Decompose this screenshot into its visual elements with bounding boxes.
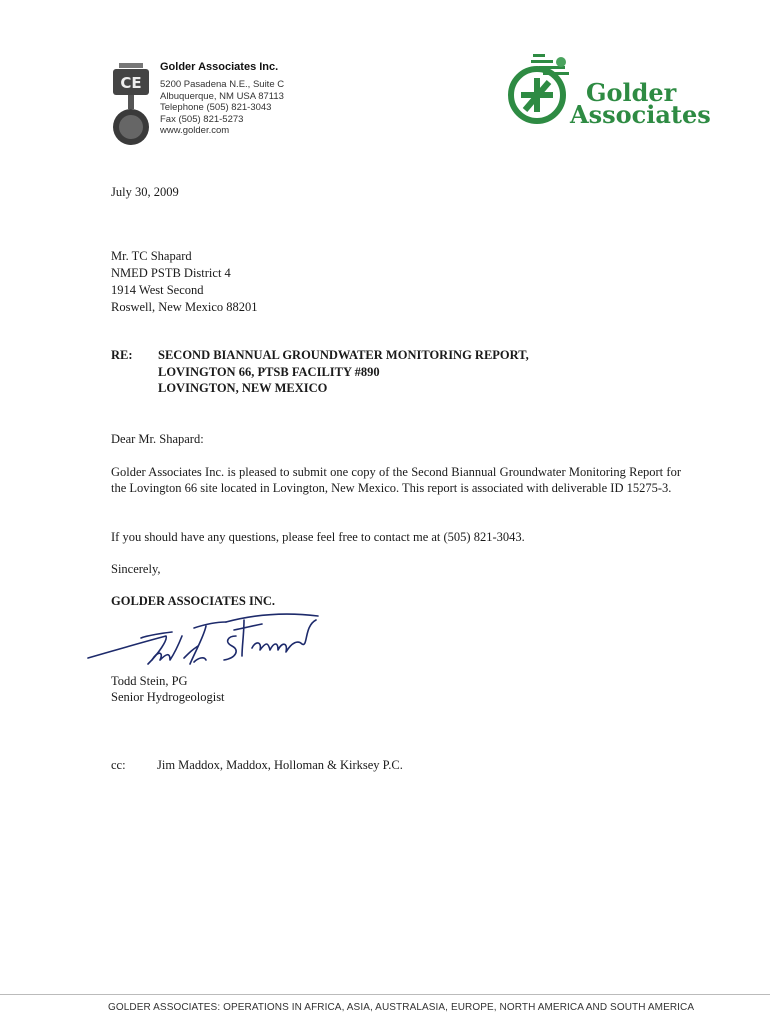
signer-name: Todd Stein, PG	[111, 674, 188, 688]
subject-line: LOVINGTON, NEW MEXICO	[158, 381, 328, 395]
footer-operations-text: GOLDER ASSOCIATES: OPERATIONS IN AFRICA, ASIA, AUSTRALASIA, EUROPE, NORTH AMERICA AND SOUTH AMERICA	[108, 1002, 695, 1013]
subject-line: LOVINGTON 66, PTSB FACILITY #890	[158, 364, 380, 379]
letter-date: July 30, 2009	[111, 185, 179, 199]
letterhead-company-name: Golder Associates Inc.	[160, 61, 279, 73]
addressee-line: Mr. TC Shapard	[111, 249, 192, 263]
website-line: www.golder.com	[160, 125, 230, 137]
fax-line: Fax (505) 821-5273	[160, 113, 244, 125]
cc-label: cc:	[111, 758, 126, 772]
subject-block	[158, 348, 529, 398]
firm-name: GOLDER ASSOCIATES INC.	[111, 594, 276, 608]
body-paragraph: If you should have any questions, please feel free to contact me at (505) 821-3043.	[111, 530, 525, 544]
cc-recipient: Jim Maddox, Maddox, Holloman & Kirksey P.C.	[157, 758, 403, 772]
addressee-line: NMED PSTB District 4	[111, 266, 231, 280]
telephone-line: Telephone (505) 821-3043	[160, 102, 272, 114]
golder-logo-wordmark	[570, 78, 711, 129]
signer-title: Senior Hydrogeologist	[111, 689, 225, 704]
signer-block	[111, 674, 225, 705]
address-line: 5200 Pasadena N.E., Suite C	[160, 79, 285, 90]
addressee-block	[111, 249, 258, 317]
footer-divider	[0, 994, 770, 995]
handwritten-signature	[86, 606, 326, 676]
subject-line: SECOND BIANNUAL GROUNDWATER MONITORING REPORT,	[158, 348, 529, 362]
addressee-line: Roswell, New Mexico 88201	[111, 300, 258, 314]
salutation: Dear Mr. Shapard:	[111, 432, 204, 446]
body-paragraph: Golder Associates Inc. is pleased to submit one copy of the Second Biannual Groundwater Monitoring Report for the Lovington 66 site located in Lovington, New Mexico. This report is associated with deliverable ID 15275-3.	[111, 465, 681, 495]
closing: Sincerely,	[111, 562, 161, 576]
golder-globe-logo-icon	[503, 50, 573, 130]
logo-word-golder: Golder	[586, 78, 677, 107]
address-line: Albuquerque, NM USA 87113	[160, 90, 284, 102]
re-label: RE:	[111, 348, 133, 362]
letterhead-address-block	[160, 60, 284, 137]
svg-text:CE: CE	[120, 74, 142, 92]
logo-word-associates: Associates	[570, 100, 711, 129]
certification-badge-icon	[109, 63, 153, 149]
addressee-line: 1914 West Second	[111, 283, 204, 297]
